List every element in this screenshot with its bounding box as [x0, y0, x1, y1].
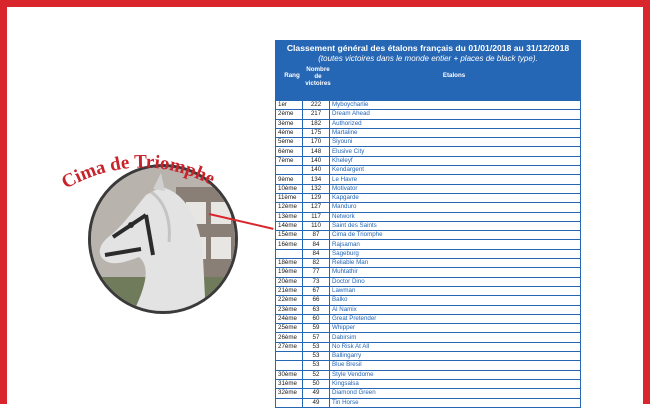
ranking-table: [275, 100, 581, 408]
rank-cell: 31ème: [276, 379, 303, 388]
stallion-name-cell: Rajsaman: [330, 240, 581, 249]
stallion-name-cell: Le Havre: [330, 175, 581, 184]
wins-cell: 217: [303, 110, 330, 119]
table-row: [276, 379, 581, 388]
stallion-name-cell: Al Namix: [330, 305, 581, 314]
table-row: [276, 175, 581, 184]
frame-right-border: [643, 0, 650, 404]
stallion-name-cell: Dream Ahead: [330, 110, 581, 119]
table-row: [276, 305, 581, 314]
table-row: [276, 128, 581, 137]
ranking-subtitle: (toutes victoires dans le monde entier + places de black type).: [318, 54, 538, 63]
table-row: [276, 249, 581, 258]
stallion-name-cell: Whipper: [330, 324, 581, 333]
ranking-panel: [275, 40, 581, 410]
wins-cell: 140: [303, 166, 330, 175]
rank-cell: 5ème: [276, 138, 303, 147]
rank-cell: 3ème: [276, 119, 303, 128]
stallion-name-cell: Cima de Triomphe: [330, 231, 581, 240]
wins-cell: 110: [303, 221, 330, 230]
stallion-name-cell: Saint des Saints: [330, 221, 581, 230]
rank-cell: 25ème: [276, 324, 303, 333]
stallion-name-cell: Blue Bresil: [330, 361, 581, 370]
table-row: [276, 324, 581, 333]
table-row: [276, 231, 581, 240]
wins-cell: 53: [303, 342, 330, 351]
rank-cell: 1er: [276, 101, 303, 110]
rank-cell: 13ème: [276, 212, 303, 221]
wins-cell: 67: [303, 286, 330, 295]
wins-cell: 175: [303, 128, 330, 137]
wins-cell: 66: [303, 296, 330, 305]
stallion-name-cell: Muhtathir: [330, 268, 581, 277]
wins-cell: 84: [303, 249, 330, 258]
stallion-name-cell: Network: [330, 212, 581, 221]
stallion-name-cell: Authorized: [330, 119, 581, 128]
table-row: [276, 314, 581, 323]
table-row: [276, 212, 581, 221]
wins-cell: 49: [303, 389, 330, 398]
rank-cell: 27ème: [276, 342, 303, 351]
table-row: [276, 277, 581, 286]
wins-cell: 63: [303, 305, 330, 314]
rank-cell: 9ème: [276, 175, 303, 184]
wins-cell: 148: [303, 147, 330, 156]
table-row: [276, 286, 581, 295]
stallion-name-cell: Doctor Dino: [330, 277, 581, 286]
table-row: [276, 268, 581, 277]
table-row: [276, 147, 581, 156]
wins-cell: 129: [303, 193, 330, 202]
column-header-wins: Nombre de victoires: [305, 66, 331, 87]
stallion-name-cell: Myboycharlie: [330, 101, 581, 110]
stallion-name-cell: Tin Horse: [330, 398, 581, 407]
table-row: [276, 203, 581, 212]
rank-cell: 10ème: [276, 184, 303, 193]
rank-cell: 7ème: [276, 156, 303, 165]
wins-cell: 59: [303, 324, 330, 333]
stallion-name-cell: Kendargent: [330, 166, 581, 175]
stallion-name-cell: Elusive City: [330, 147, 581, 156]
rank-cell: 12ème: [276, 203, 303, 212]
ranking-table-body: [276, 101, 581, 408]
table-row: [276, 101, 581, 110]
rank-cell: [276, 166, 303, 175]
rank-cell: 32ème: [276, 389, 303, 398]
emblem-arc-title: [40, 145, 230, 205]
table-row: [276, 352, 581, 361]
wins-cell: 170: [303, 138, 330, 147]
wins-cell: 117: [303, 212, 330, 221]
table-row: [276, 259, 581, 268]
stallion-name-cell: Kingsalsa: [330, 379, 581, 388]
wins-cell: 53: [303, 352, 330, 361]
table-row: [276, 370, 581, 379]
rank-cell: 21ème: [276, 286, 303, 295]
stallion-name-cell: Lawman: [330, 286, 581, 295]
stallion-name-cell: Great Pretender: [330, 314, 581, 323]
wins-cell: 52: [303, 370, 330, 379]
stallion-emblem: [40, 145, 230, 295]
wins-cell: 73: [303, 277, 330, 286]
rank-cell: 23ème: [276, 305, 303, 314]
ranking-title: Classement général des étalons français du 01/01/2018 au 31/12/2018: [286, 43, 570, 53]
rank-cell: 18ème: [276, 259, 303, 268]
emblem-title: Cima de Triomphe: [58, 151, 219, 194]
stallion-name-cell: Siyouni: [330, 138, 581, 147]
rank-cell: 26ème: [276, 333, 303, 342]
table-row: [276, 389, 581, 398]
column-header-rank: Rang: [284, 72, 300, 79]
rank-cell: 4ème: [276, 128, 303, 137]
svg-text:Cima de Triomphe: [58, 151, 218, 193]
stallion-name-cell: Diamond Green: [330, 389, 581, 398]
wins-cell: 49: [303, 398, 330, 407]
wins-cell: 50: [303, 379, 330, 388]
wins-cell: 82: [303, 259, 330, 268]
table-row: [276, 296, 581, 305]
wins-cell: 84: [303, 240, 330, 249]
table-row: [276, 110, 581, 119]
table-row: [276, 156, 581, 165]
rank-cell: [276, 398, 303, 407]
table-row: [276, 166, 581, 175]
table-row: [276, 361, 581, 370]
rank-cell: 15ème: [276, 231, 303, 240]
table-row: [276, 184, 581, 193]
wins-cell: 140: [303, 156, 330, 165]
wins-cell: 77: [303, 268, 330, 277]
rank-cell: 30ème: [276, 370, 303, 379]
table-row: [276, 240, 581, 249]
wins-cell: 127: [303, 203, 330, 212]
rank-cell: [276, 361, 303, 370]
wins-cell: 132: [303, 184, 330, 193]
rank-cell: 14ème: [276, 221, 303, 230]
stallion-name-cell: Ballingarry: [330, 352, 581, 361]
stallion-name-cell: Martaline: [330, 128, 581, 137]
table-row: [276, 138, 581, 147]
rank-cell: 22ème: [276, 296, 303, 305]
rank-cell: 19ème: [276, 268, 303, 277]
column-header-stallion: Etalons: [442, 72, 466, 79]
table-row: [276, 342, 581, 351]
wins-cell: 60: [303, 314, 330, 323]
wins-cell: 53: [303, 361, 330, 370]
rank-cell: 20ème: [276, 277, 303, 286]
stallion-name-cell: Manduro: [330, 203, 581, 212]
rank-cell: [276, 352, 303, 361]
stallion-name-cell: Kapgarde: [330, 193, 581, 202]
table-row: [276, 398, 581, 407]
stallion-name-cell: Balko: [330, 296, 581, 305]
table-row: [276, 333, 581, 342]
column-headers: [279, 66, 577, 87]
stallion-name-cell: Sageburg: [330, 249, 581, 258]
wins-cell: 182: [303, 119, 330, 128]
stallion-name-cell: Style Vendome: [330, 370, 581, 379]
frame-top-border: [0, 0, 650, 7]
table-row: [276, 221, 581, 230]
rank-cell: 24ème: [276, 314, 303, 323]
wins-cell: 57: [303, 333, 330, 342]
rank-cell: 6ème: [276, 147, 303, 156]
table-row: [276, 119, 581, 128]
stallion-name-cell: No Risk At All: [330, 342, 581, 351]
ranking-header: [275, 40, 581, 100]
rank-cell: [276, 249, 303, 258]
table-row: [276, 193, 581, 202]
wins-cell: 134: [303, 175, 330, 184]
rank-cell: 11ème: [276, 193, 303, 202]
stallion-name-cell: Motivator: [330, 184, 581, 193]
stallion-name-cell: Dabirsim: [330, 333, 581, 342]
frame-left-border: [0, 0, 7, 404]
stallion-name-cell: Kheleyf: [330, 156, 581, 165]
rank-cell: 16ème: [276, 240, 303, 249]
stallion-name-cell: Reliable Man: [330, 259, 581, 268]
rank-cell: 2ème: [276, 110, 303, 119]
wins-cell: 87: [303, 231, 330, 240]
wins-cell: 222: [303, 101, 330, 110]
